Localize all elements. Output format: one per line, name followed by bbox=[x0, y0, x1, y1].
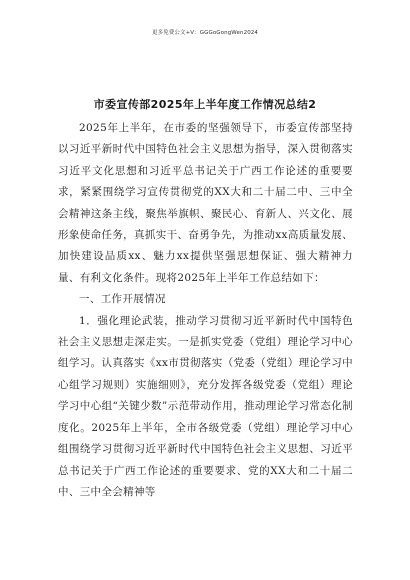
section-heading: 一、工作开展情况 bbox=[79, 293, 166, 306]
header-note: 更多免费公文+V：GGGoGongWen2024 bbox=[151, 30, 258, 36]
item-1-paragraph: 1．强化理论武装，推动学习贯彻习近平新时代中国特色社会主义思想走深走实。一是抓实党委（党组）理论学习中心组学习。认真落实《xx市贯彻落实（党委（党组）理论学习中心组学习规则）实施细则》，充分发挥各级党委（党组）理论学习中心组“关键少数”示范带动作用，推动理论学习常态化制度化。2025年上半年，全市各级党委（党组）理论学习中心组围绕学习贯彻习近平新时代中国特色社会主义思想、习近平总书记关于广西工作论述的重要要求、党的XX大和二十届二中、三中全会精神等 bbox=[58, 314, 353, 498]
intro-paragraph: 2025年上半年，在市委的坚强领导下，市委宣传部坚持以习近平新时代中国特色社会主义思想为指导，深入贯彻落实习近平文化思想和习近平总书记关于广西工作论述的重要要求，紧紧围绕学习宣传贯彻党的XX大和二十届二中、三中全会精神这条主线，聚焦举旗帜、聚民心、育新人、兴文化、展形象使命任务，真抓实干、奋勇争先，为推动xx高质量发展、加快建设品质xx、魅力xx提供坚强思想保证、强大精神力量、有利文化条件。现将2025年上半年工作总结如下： bbox=[58, 122, 353, 284]
document-body bbox=[58, 118, 353, 503]
document-title: 市委宣传部2025年上半年度工作情况总结2 bbox=[93, 98, 317, 111]
